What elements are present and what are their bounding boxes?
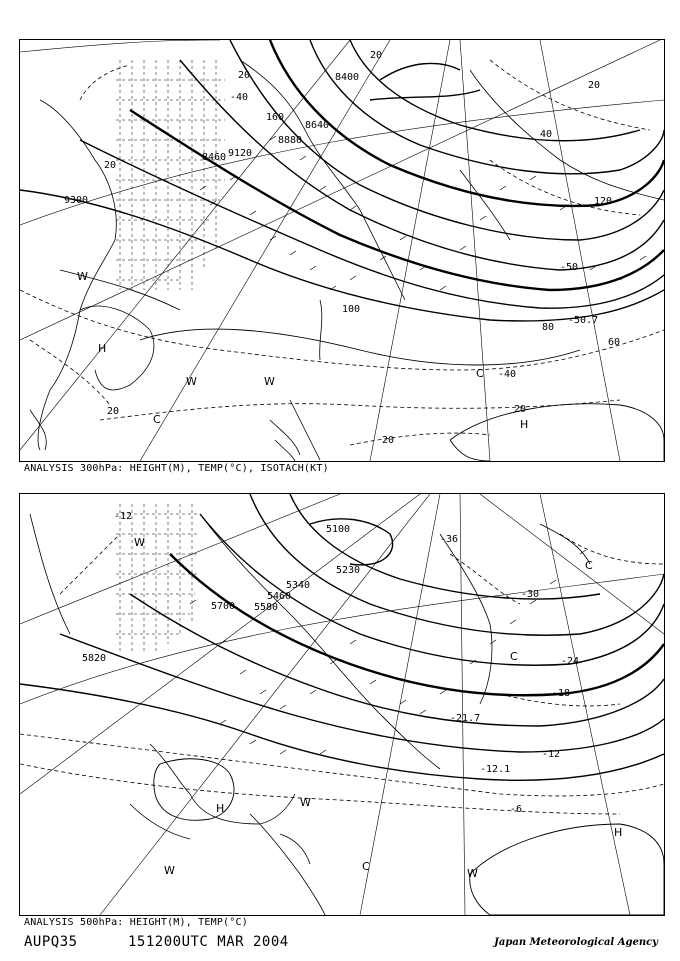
map-300hpa bbox=[19, 39, 665, 462]
height-label: 5460 bbox=[267, 591, 292, 602]
height-label: 5580 bbox=[254, 602, 279, 613]
height-label: 5700 bbox=[211, 601, 236, 612]
center-label: W bbox=[467, 867, 478, 880]
isotherm-label: -30 bbox=[521, 589, 540, 600]
height-label: 8460 bbox=[202, 152, 227, 163]
center-label: W bbox=[134, 536, 145, 549]
isotherm-label: -12 bbox=[542, 749, 561, 760]
height-label: 9300 bbox=[64, 195, 89, 206]
isotach-label: 60 bbox=[608, 337, 621, 348]
center-label: C bbox=[476, 367, 484, 380]
valid-time: 151200UTC MAR 2004 bbox=[128, 934, 289, 950]
height-label: 5100 bbox=[326, 524, 351, 535]
isotherm-label: -50.7 bbox=[568, 315, 599, 326]
center-label: C bbox=[585, 559, 593, 572]
agency-credit: Japan Meteorological Agency bbox=[494, 937, 658, 948]
isotherm-label: -36 bbox=[440, 534, 459, 545]
isotherm-label: -50 bbox=[560, 262, 579, 273]
isotach-label: 120 bbox=[594, 196, 613, 207]
isotherm-label: -40 bbox=[230, 92, 249, 103]
isotach-label: 20 bbox=[514, 404, 527, 415]
center-label: C bbox=[510, 650, 518, 663]
height-label: 8880 bbox=[278, 135, 303, 146]
isotach-label: 20 bbox=[107, 406, 120, 417]
map-500hpa-canvas bbox=[20, 494, 664, 915]
isotherm-label: -12 bbox=[114, 511, 133, 522]
isotach-label: 20 bbox=[588, 80, 601, 91]
caption-500hpa: ANALYSIS 500hPa: HEIGHT(M), TEMP(°C) bbox=[24, 917, 248, 928]
height-label: 8400 bbox=[335, 72, 360, 83]
isotach-label: 160 bbox=[266, 112, 285, 123]
isotherms bbox=[20, 534, 664, 814]
caption-300hpa: ANALYSIS 300hPa: HEIGHT(M), TEMP(°C), ISOTACH(KT) bbox=[24, 463, 329, 474]
height-labels bbox=[64, 72, 359, 206]
latlon-grid bbox=[20, 494, 664, 915]
map-300hpa-canvas bbox=[20, 40, 664, 461]
height-label: 8640 bbox=[305, 120, 330, 131]
isotach-label: 40 bbox=[540, 129, 553, 140]
center-label: C bbox=[153, 413, 161, 426]
mountain-hatch bbox=[116, 60, 225, 290]
height-label: 9120 bbox=[228, 148, 253, 159]
center-label: H bbox=[98, 342, 107, 355]
latlon-grid bbox=[20, 40, 664, 461]
center-label: W bbox=[264, 375, 275, 388]
isotach-labels bbox=[104, 50, 620, 446]
center-label: W bbox=[77, 270, 88, 283]
pressure-center-labels bbox=[77, 270, 528, 431]
height-label: 5820 bbox=[82, 653, 107, 664]
center-label: W bbox=[300, 796, 311, 809]
closed-cells bbox=[154, 759, 664, 915]
height-label: 5230 bbox=[336, 565, 361, 576]
isotach-label: 100 bbox=[342, 304, 361, 315]
isotherm-label: -6 bbox=[510, 804, 523, 815]
center-label: W bbox=[186, 375, 197, 388]
isotherm-label: -21.7 bbox=[450, 713, 481, 724]
isotach-label: 20 bbox=[238, 70, 251, 81]
height-label: 5340 bbox=[286, 580, 311, 591]
isotherm-label: -40 bbox=[498, 369, 517, 380]
mountain-hatch bbox=[116, 504, 200, 654]
isotherm-label: -12.1 bbox=[480, 764, 511, 775]
isotherms bbox=[20, 60, 664, 445]
center-label: H bbox=[216, 802, 225, 815]
isotach-label: 80 bbox=[542, 322, 555, 333]
coastlines bbox=[30, 514, 590, 915]
center-label: C bbox=[362, 860, 370, 873]
center-label: H bbox=[520, 418, 529, 431]
chart-code: AUPQ35 bbox=[24, 934, 78, 950]
isotherm-label: -24 bbox=[561, 656, 580, 667]
station-plots bbox=[190, 550, 586, 754]
isotherm-label: -18 bbox=[552, 688, 571, 699]
center-label: W bbox=[164, 864, 175, 877]
isotach-label: 20 bbox=[104, 160, 117, 171]
map-500hpa bbox=[19, 493, 665, 916]
isotach-label: 20 bbox=[370, 50, 383, 61]
isotach-label: 20 bbox=[382, 435, 395, 446]
center-label: H bbox=[614, 826, 623, 839]
